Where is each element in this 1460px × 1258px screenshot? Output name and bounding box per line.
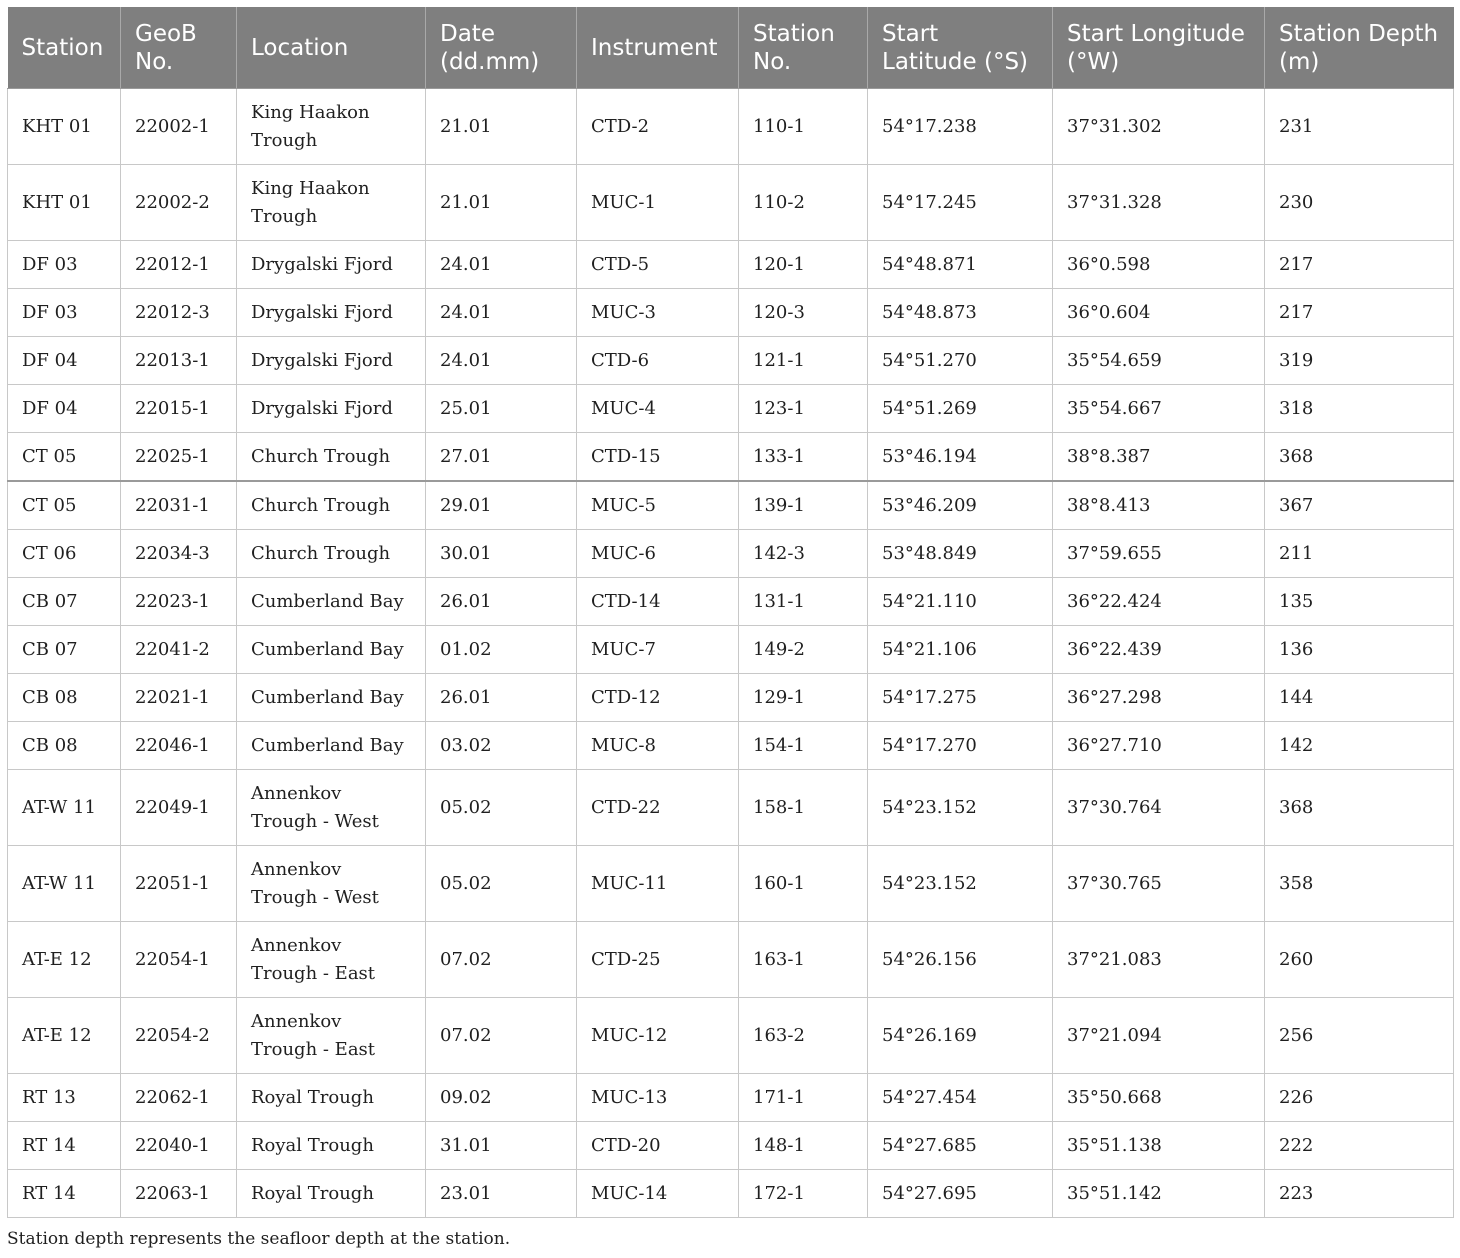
- table-header-row: [8, 7, 1454, 89]
- cell-geob-no: 22049-1: [121, 770, 237, 846]
- cell-station: AT-W 11: [8, 846, 121, 922]
- cell-station-no: 120-3: [739, 289, 868, 337]
- table-row: [8, 165, 1454, 241]
- cell-station-no: 120-1: [739, 241, 868, 289]
- column-header-instrument: Instrument: [577, 7, 739, 89]
- cell-station-no: 172-1: [739, 1170, 868, 1218]
- cell-station-no: 110-1: [739, 89, 868, 165]
- cell-start-longitude: 36°22.424: [1053, 578, 1265, 626]
- cell-station-depth: 211: [1265, 530, 1454, 578]
- cell-station-depth: 136: [1265, 626, 1454, 674]
- cell-date: 24.01: [426, 337, 577, 385]
- cell-geob-no: 22062-1: [121, 1074, 237, 1122]
- cell-station: CB 08: [8, 722, 121, 770]
- table-row: [8, 770, 1454, 846]
- cell-start-longitude: 36°0.598: [1053, 241, 1265, 289]
- cell-location: Annenkov Trough - West: [237, 770, 426, 846]
- table-row: [8, 846, 1454, 922]
- cell-start-latitude: 54°27.454: [868, 1074, 1053, 1122]
- table-row: [8, 241, 1454, 289]
- cell-geob-no: 22051-1: [121, 846, 237, 922]
- cell-station-depth: 368: [1265, 770, 1454, 846]
- cell-date: 07.02: [426, 998, 577, 1074]
- column-header-station-depth: Station Depth (m): [1265, 7, 1454, 89]
- cell-instrument: MUC-14: [577, 1170, 739, 1218]
- cell-geob-no: 22031-1: [121, 481, 237, 530]
- cell-date: 21.01: [426, 165, 577, 241]
- cell-date: 23.01: [426, 1170, 577, 1218]
- cell-station-no: 171-1: [739, 1074, 868, 1122]
- cell-instrument: CTD-20: [577, 1122, 739, 1170]
- cell-station: DF 03: [8, 241, 121, 289]
- cell-instrument: CTD-5: [577, 241, 739, 289]
- table-row: [8, 922, 1454, 998]
- station-table-container: [7, 7, 1453, 1218]
- table-row: [8, 89, 1454, 165]
- cell-start-longitude: 35°54.659: [1053, 337, 1265, 385]
- cell-start-latitude: 54°27.685: [868, 1122, 1053, 1170]
- cell-start-latitude: 54°17.270: [868, 722, 1053, 770]
- cell-location: Cumberland Bay: [237, 578, 426, 626]
- cell-start-longitude: 37°30.765: [1053, 846, 1265, 922]
- cell-instrument: MUC-4: [577, 385, 739, 433]
- cell-location: Drygalski Fjord: [237, 385, 426, 433]
- cell-station: AT-E 12: [8, 998, 121, 1074]
- cell-start-longitude: 35°51.138: [1053, 1122, 1265, 1170]
- cell-start-latitude: 54°27.695: [868, 1170, 1053, 1218]
- cell-station: DF 03: [8, 289, 121, 337]
- cell-date: 29.01: [426, 481, 577, 530]
- cell-start-longitude: 36°27.298: [1053, 674, 1265, 722]
- cell-location: Drygalski Fjord: [237, 241, 426, 289]
- cell-start-latitude: 54°17.275: [868, 674, 1053, 722]
- cell-instrument: MUC-1: [577, 165, 739, 241]
- cell-station: CB 08: [8, 674, 121, 722]
- cell-start-latitude: 53°46.209: [868, 481, 1053, 530]
- cell-location: Annenkov Trough - East: [237, 998, 426, 1074]
- cell-station-depth: 135: [1265, 578, 1454, 626]
- cell-station-no: 160-1: [739, 846, 868, 922]
- cell-geob-no: 22054-2: [121, 998, 237, 1074]
- cell-station: CT 06: [8, 530, 121, 578]
- table-row: [8, 1122, 1454, 1170]
- cell-date: 24.01: [426, 241, 577, 289]
- table-row: [8, 998, 1454, 1074]
- cell-station-no: 148-1: [739, 1122, 868, 1170]
- cell-date: 24.01: [426, 289, 577, 337]
- cell-station: RT 14: [8, 1122, 121, 1170]
- cell-location: Drygalski Fjord: [237, 337, 426, 385]
- cell-date: 31.01: [426, 1122, 577, 1170]
- cell-instrument: CTD-6: [577, 337, 739, 385]
- cell-station-no: 142-3: [739, 530, 868, 578]
- cell-station-no: 149-2: [739, 626, 868, 674]
- cell-station-depth: 142: [1265, 722, 1454, 770]
- cell-instrument: MUC-3: [577, 289, 739, 337]
- cell-station-no: 154-1: [739, 722, 868, 770]
- cell-station: KHT 01: [8, 165, 121, 241]
- table-row: [8, 433, 1454, 482]
- cell-date: 21.01: [426, 89, 577, 165]
- cell-instrument: MUC-6: [577, 530, 739, 578]
- cell-start-longitude: 36°0.604: [1053, 289, 1265, 337]
- cell-start-longitude: 38°8.387: [1053, 433, 1265, 482]
- cell-station: AT-E 12: [8, 922, 121, 998]
- cell-start-latitude: 53°46.194: [868, 433, 1053, 482]
- cell-start-longitude: 35°50.668: [1053, 1074, 1265, 1122]
- cell-geob-no: 22021-1: [121, 674, 237, 722]
- cell-station-depth: 256: [1265, 998, 1454, 1074]
- cell-start-latitude: 54°23.152: [868, 770, 1053, 846]
- cell-date: 26.01: [426, 578, 577, 626]
- cell-start-latitude: 54°51.270: [868, 337, 1053, 385]
- cell-date: 05.02: [426, 770, 577, 846]
- cell-geob-no: 22025-1: [121, 433, 237, 482]
- cell-date: 07.02: [426, 922, 577, 998]
- cell-date: 01.02: [426, 626, 577, 674]
- cell-date: 25.01: [426, 385, 577, 433]
- cell-station-depth: 217: [1265, 241, 1454, 289]
- table-row: [8, 578, 1454, 626]
- cell-station-no: 163-2: [739, 998, 868, 1074]
- table-row: [8, 481, 1454, 530]
- cell-station-no: 158-1: [739, 770, 868, 846]
- cell-start-longitude: 37°21.094: [1053, 998, 1265, 1074]
- cell-start-latitude: 54°21.106: [868, 626, 1053, 674]
- cell-start-longitude: 37°30.764: [1053, 770, 1265, 846]
- cell-start-longitude: 37°31.328: [1053, 165, 1265, 241]
- cell-location: Annenkov Trough - East: [237, 922, 426, 998]
- cell-start-longitude: 36°27.710: [1053, 722, 1265, 770]
- cell-geob-no: 22041-2: [121, 626, 237, 674]
- cell-location: Church Trough: [237, 433, 426, 482]
- cell-instrument: MUC-11: [577, 846, 739, 922]
- table-row: [8, 722, 1454, 770]
- cell-start-latitude: 54°17.238: [868, 89, 1053, 165]
- cell-station-depth: 318: [1265, 385, 1454, 433]
- cell-instrument: MUC-5: [577, 481, 739, 530]
- cell-station-depth: 319: [1265, 337, 1454, 385]
- cell-instrument: MUC-13: [577, 1074, 739, 1122]
- cell-location: King Haakon Trough: [237, 165, 426, 241]
- cell-start-longitude: 35°54.667: [1053, 385, 1265, 433]
- cell-date: 03.02: [426, 722, 577, 770]
- cell-instrument: CTD-14: [577, 578, 739, 626]
- station-table: [7, 7, 1454, 1218]
- cell-station-depth: 144: [1265, 674, 1454, 722]
- cell-station-depth: 367: [1265, 481, 1454, 530]
- cell-station-no: 121-1: [739, 337, 868, 385]
- cell-station: CT 05: [8, 433, 121, 482]
- cell-station-depth: 217: [1265, 289, 1454, 337]
- column-header-date: Date (dd.mm): [426, 7, 577, 89]
- cell-instrument: CTD-22: [577, 770, 739, 846]
- cell-location: Royal Trough: [237, 1122, 426, 1170]
- cell-station: CB 07: [8, 578, 121, 626]
- cell-geob-no: 22063-1: [121, 1170, 237, 1218]
- column-header-geob-no: GeoB No.: [121, 7, 237, 89]
- cell-start-latitude: 54°26.156: [868, 922, 1053, 998]
- cell-station-no: 131-1: [739, 578, 868, 626]
- column-header-station: Station: [8, 7, 121, 89]
- table-row: [8, 1170, 1454, 1218]
- cell-date: 26.01: [426, 674, 577, 722]
- cell-geob-no: 22015-1: [121, 385, 237, 433]
- cell-location: Cumberland Bay: [237, 722, 426, 770]
- cell-station: CT 05: [8, 481, 121, 530]
- cell-station-no: 133-1: [739, 433, 868, 482]
- cell-station-no: 110-2: [739, 165, 868, 241]
- column-header-start-latitude: Start Latitude (°S): [868, 7, 1053, 89]
- cell-instrument: CTD-25: [577, 922, 739, 998]
- table-row: [8, 385, 1454, 433]
- cell-station: CB 07: [8, 626, 121, 674]
- cell-location: Royal Trough: [237, 1074, 426, 1122]
- cell-station-depth: 358: [1265, 846, 1454, 922]
- table-row: [8, 1074, 1454, 1122]
- cell-location: Cumberland Bay: [237, 626, 426, 674]
- cell-station: DF 04: [8, 337, 121, 385]
- cell-date: 09.02: [426, 1074, 577, 1122]
- cell-start-latitude: 54°21.110: [868, 578, 1053, 626]
- cell-date: 27.01: [426, 433, 577, 482]
- cell-start-longitude: 37°21.083: [1053, 922, 1265, 998]
- cell-start-longitude: 35°51.142: [1053, 1170, 1265, 1218]
- cell-date: 30.01: [426, 530, 577, 578]
- cell-station-depth: 222: [1265, 1122, 1454, 1170]
- cell-geob-no: 22034-3: [121, 530, 237, 578]
- cell-geob-no: 22023-1: [121, 578, 237, 626]
- cell-date: 05.02: [426, 846, 577, 922]
- cell-start-latitude: 54°17.245: [868, 165, 1053, 241]
- cell-start-longitude: 37°59.655: [1053, 530, 1265, 578]
- cell-station-no: 163-1: [739, 922, 868, 998]
- cell-geob-no: 22040-1: [121, 1122, 237, 1170]
- cell-station: RT 13: [8, 1074, 121, 1122]
- cell-start-latitude: 54°51.269: [868, 385, 1053, 433]
- cell-station-no: 139-1: [739, 481, 868, 530]
- cell-instrument: CTD-12: [577, 674, 739, 722]
- cell-instrument: CTD-2: [577, 89, 739, 165]
- cell-location: Annenkov Trough - West: [237, 846, 426, 922]
- cell-location: Cumberland Bay: [237, 674, 426, 722]
- cell-geob-no: 22054-1: [121, 922, 237, 998]
- cell-geob-no: 22002-1: [121, 89, 237, 165]
- cell-station-no: 123-1: [739, 385, 868, 433]
- cell-start-longitude: 37°31.302: [1053, 89, 1265, 165]
- cell-station: AT-W 11: [8, 770, 121, 846]
- cell-start-latitude: 54°23.152: [868, 846, 1053, 922]
- column-header-location: Location: [237, 7, 426, 89]
- table-row: [8, 626, 1454, 674]
- cell-station-depth: 260: [1265, 922, 1454, 998]
- cell-location: Royal Trough: [237, 1170, 426, 1218]
- cell-geob-no: 22012-3: [121, 289, 237, 337]
- table-row: [8, 337, 1454, 385]
- table-body: [8, 89, 1454, 1218]
- cell-station-depth: 223: [1265, 1170, 1454, 1218]
- cell-start-longitude: 38°8.413: [1053, 481, 1265, 530]
- column-header-start-longitude: Start Longitude (°W): [1053, 7, 1265, 89]
- table-row: [8, 530, 1454, 578]
- cell-station-depth: 231: [1265, 89, 1454, 165]
- cell-instrument: MUC-7: [577, 626, 739, 674]
- cell-location: King Haakon Trough: [237, 89, 426, 165]
- cell-location: Church Trough: [237, 481, 426, 530]
- cell-station-depth: 368: [1265, 433, 1454, 482]
- cell-geob-no: 22012-1: [121, 241, 237, 289]
- cell-geob-no: 22002-2: [121, 165, 237, 241]
- cell-instrument: MUC-12: [577, 998, 739, 1074]
- cell-station: RT 14: [8, 1170, 121, 1218]
- table-footnote: Station depth represents the seafloor depth at the station.: [7, 1229, 511, 1249]
- cell-station-depth: 230: [1265, 165, 1454, 241]
- cell-start-latitude: 54°26.169: [868, 998, 1053, 1074]
- cell-location: Drygalski Fjord: [237, 289, 426, 337]
- cell-station: DF 04: [8, 385, 121, 433]
- cell-geob-no: 22013-1: [121, 337, 237, 385]
- cell-location: Church Trough: [237, 530, 426, 578]
- table-row: [8, 289, 1454, 337]
- cell-instrument: CTD-15: [577, 433, 739, 482]
- cell-start-latitude: 53°48.849: [868, 530, 1053, 578]
- cell-station-no: 129-1: [739, 674, 868, 722]
- column-header-station-no: Station No.: [739, 7, 868, 89]
- cell-start-longitude: 36°22.439: [1053, 626, 1265, 674]
- cell-station-depth: 226: [1265, 1074, 1454, 1122]
- cell-start-latitude: 54°48.871: [868, 241, 1053, 289]
- cell-start-latitude: 54°48.873: [868, 289, 1053, 337]
- cell-station: KHT 01: [8, 89, 121, 165]
- cell-geob-no: 22046-1: [121, 722, 237, 770]
- table-row: [8, 674, 1454, 722]
- cell-instrument: MUC-8: [577, 722, 739, 770]
